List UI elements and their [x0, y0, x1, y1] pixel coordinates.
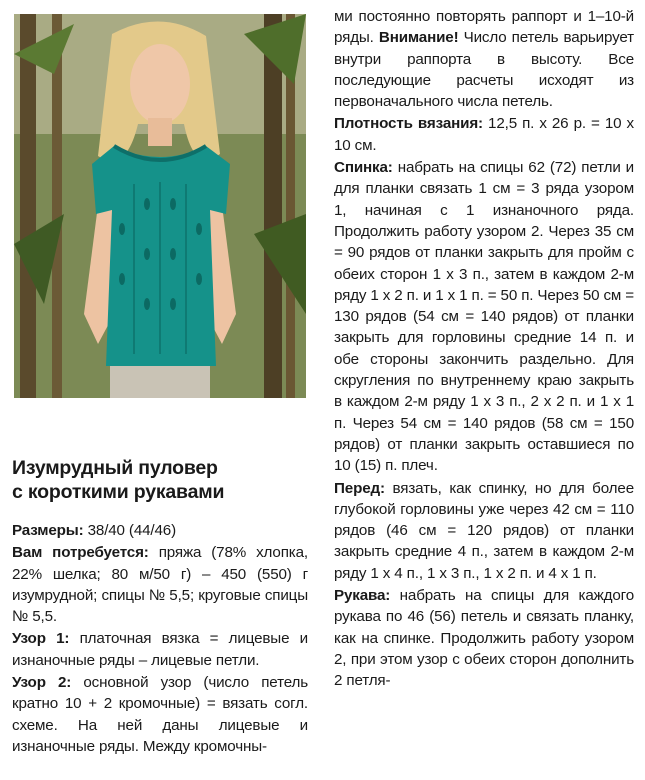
paragraph-label: Узор 2:	[12, 674, 72, 692]
paragraph-text: Число петель варьирует внутри раппорта в высоту. Все последующие расчеты исходят из первоначального числа петель.	[334, 29, 634, 111]
paragraph-text: ми постоянно повторять раппорт и 1–10-й ряды.	[334, 8, 634, 47]
left-column	[12, 456, 308, 758]
paragraph-label: Спинка:	[334, 159, 393, 177]
paragraph-label: Вам потребуется:	[12, 544, 149, 562]
paragraph-text: 38/40 (44/46)	[83, 522, 176, 539]
paragraph-label: Плотность вязания:	[334, 115, 483, 133]
sizes-paragraph	[12, 520, 308, 541]
knitted-sweater-model-photo-icon	[14, 14, 306, 398]
paragraph-text: пряжа (78% хлопка, 22% шелка; 80 м/50 г) – 450 (550) г изумрудной; спицы № 5,5; круговые спицы № 5,5.	[12, 544, 308, 626]
paragraph-text: набрать на спицы 62 (72) петли и для планки связать 1 см = 3 ряда узором 1, начиная с 1 изнаночного ряда. Продолжить работу узором 2. Через 35 см = 90 рядов от планки закрыть для пройм с обеих сторон 1 х 3 п., затем в каждом 2-м ряду 1 х 2 п. и 1 х 1 п. = 50 п. Через 50 см = 130 рядов (54 см = 140 рядов) от планки закрыть для горловины средние 14 п. и обе стороны закончить раздельно. Для скругления по внутреннему краю закрыть в каждом 2-м ряду 1 х 3 п., 2 х 2 п. и 1 х 1 п. Через 54 см = 140 рядов (58 см = 150 рядов) от планки закрыть оставшиеся по 10 (15) п. плеч.	[334, 159, 635, 475]
title-line-1: Изумрудный пуловер	[12, 457, 218, 479]
sleeves-paragraph	[334, 585, 634, 691]
paragraph-text: вязать, как спинку, но для более глубокой горловины уже через 42 см = 110 рядов (46 см = 120 рядов) от планки закрыть средние 4 п., затем в каждом 2-м ряду 1 х 4 п., 1 х 3 п., 1 х 2 п. и 4 х 1 п.	[334, 479, 634, 582]
paragraph-text: основной узор (число петель кратно 10 + 2 кромочные) = вязать согл. схеме. На ней даны лицевые и изнаночные ряды. Между кромочны-	[12, 674, 308, 755]
paragraph-label: Перед:	[334, 479, 385, 497]
front-paragraph	[334, 478, 634, 584]
model-photo	[14, 14, 306, 398]
back-paragraph	[334, 157, 634, 476]
paragraph-text: 12,5 п. х 26 р. = 10 х 10 см.	[334, 115, 634, 154]
paragraph-text: платочная вязка = лицевые и изнаночные ряды – лицевые петли.	[12, 630, 308, 669]
paragraph-label: Узор 1:	[12, 630, 70, 648]
gauge-paragraph	[334, 113, 634, 156]
warning-label: Внимание!	[378, 29, 459, 47]
title-line-2: с короткими рукавами	[12, 481, 225, 503]
paragraph-label: Размеры:	[12, 522, 84, 539]
pattern-1-paragraph	[12, 628, 308, 671]
paragraph-label: Рукава:	[334, 587, 391, 605]
repeat-paragraph	[334, 6, 634, 112]
article-title	[12, 456, 308, 504]
paragraph-text: набрать на спицы для каждого рукава по 46 (56) петель и связать планку, как на спинке. Продолжить работу узором 2, при этом узор с обеих сторон дополнить 2 петля-	[334, 587, 634, 690]
materials-paragraph	[12, 542, 308, 627]
right-column	[334, 6, 634, 693]
pattern-2-paragraph	[12, 672, 308, 757]
